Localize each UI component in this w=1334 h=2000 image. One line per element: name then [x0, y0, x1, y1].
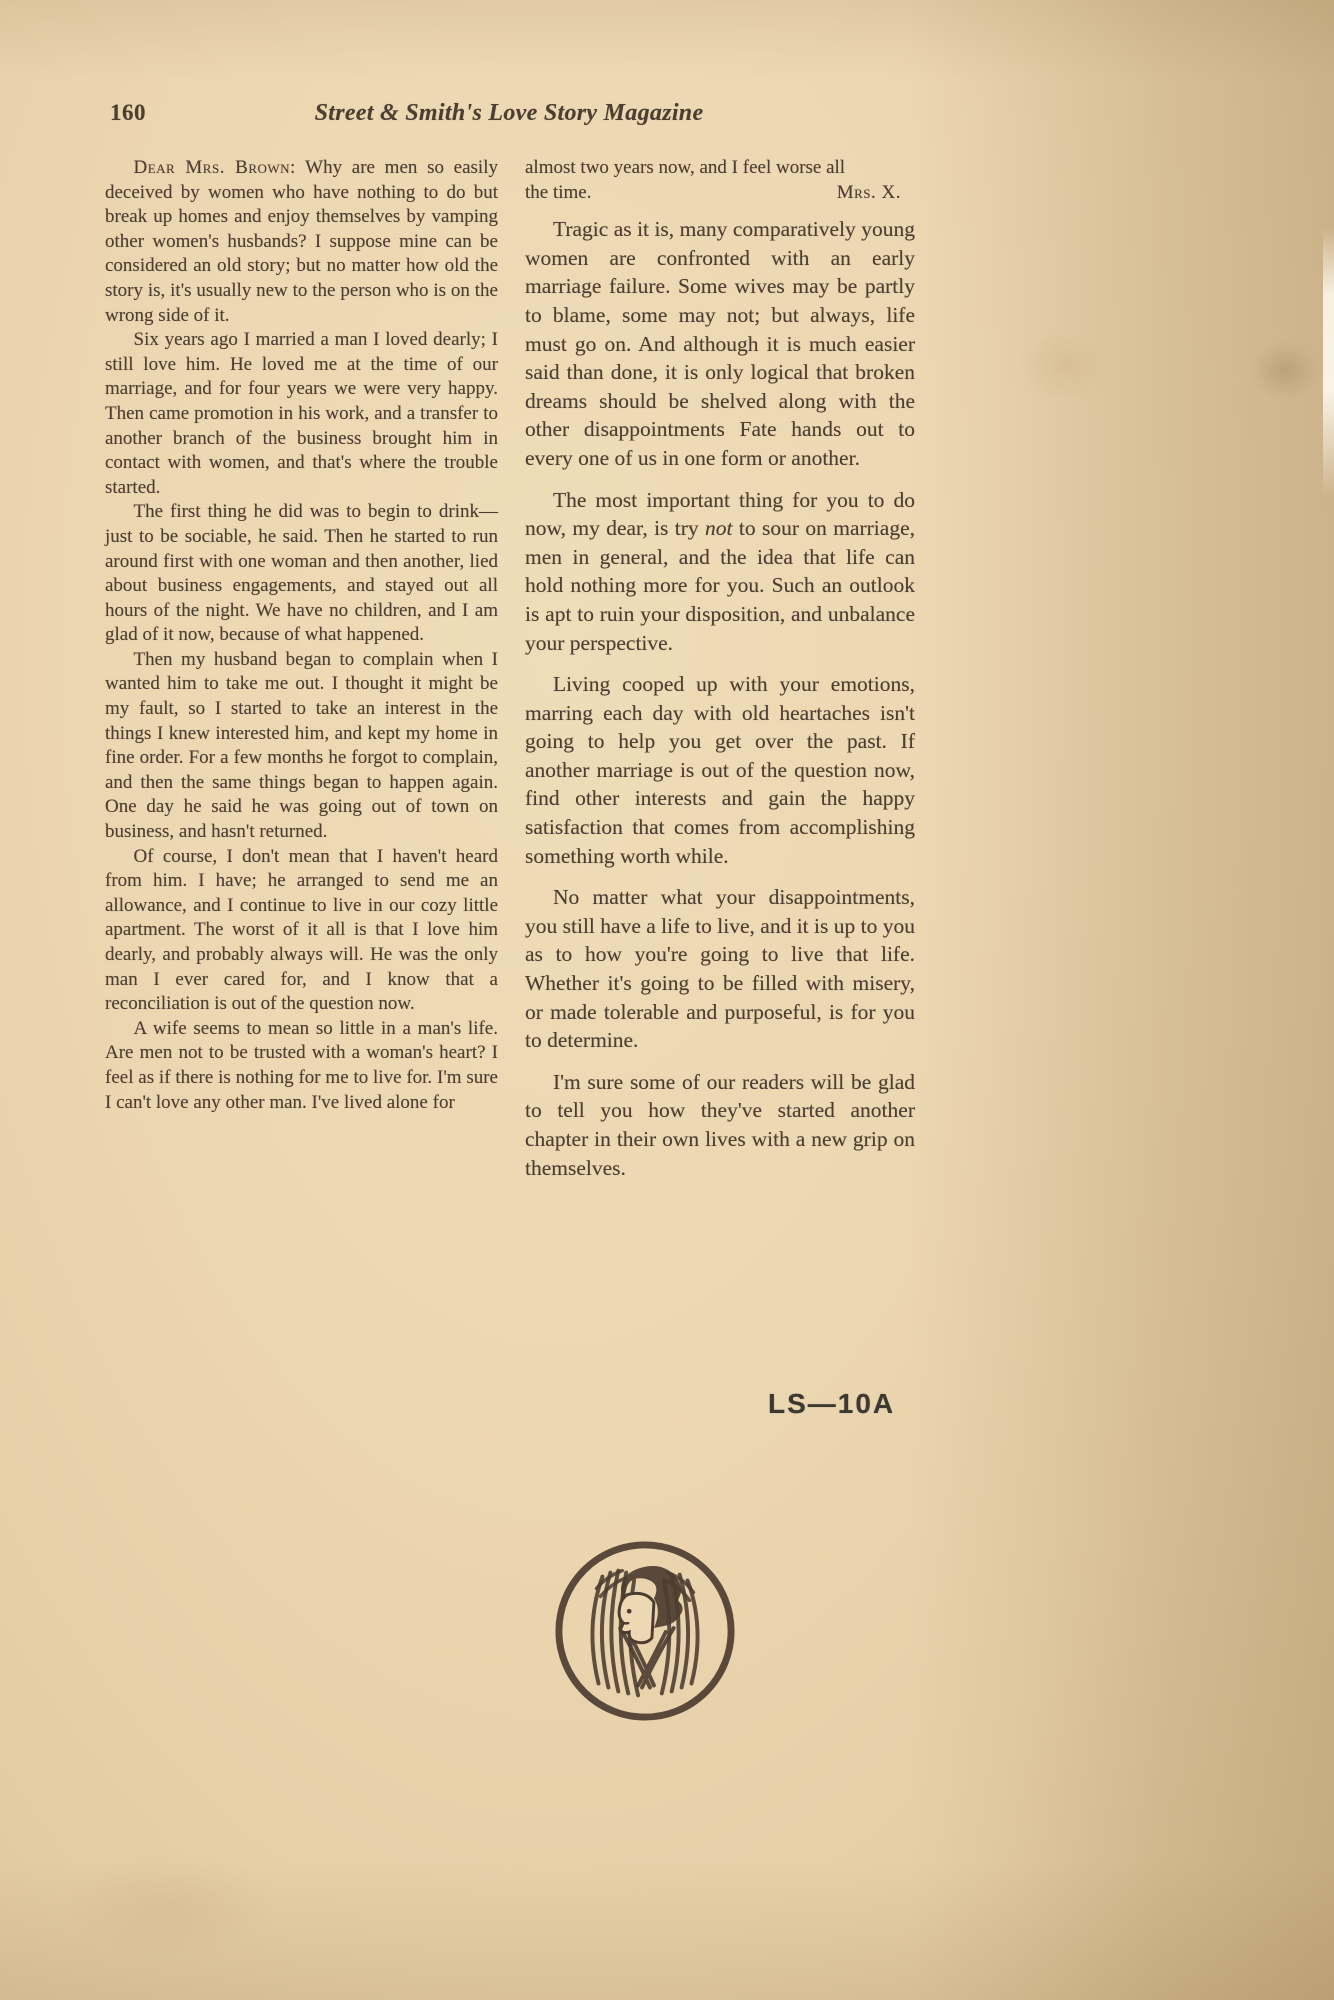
- printer-emblem: [551, 1537, 739, 1725]
- page-edge-highlight: [1323, 228, 1334, 498]
- letter-column: [105, 156, 498, 1115]
- reply-paragraph: Living cooped up with your emotions, marring each day with old heartaches isn't going to help you get over the past. If another marriage is out of the question now, find other interests and gain the happy satisfaction that comes from accomplishing something worth while.: [525, 672, 915, 868]
- letter-opening-paragraph: [105, 156, 498, 328]
- paper-stain: [1020, 330, 1110, 400]
- printers-signature-code: LS—10A: [768, 1388, 896, 1419]
- paper-stain: [1250, 340, 1320, 400]
- reply-paragraph: No matter what your disappointments, you still have a life to live, and it is up to you as to how you're going to live that life. Whether it's going to be filled with misery, or made tolerable and purposeful, is for you to determine.: [525, 885, 915, 1053]
- letter-paragraph: The first thing he did was to begin to drink—just to be sociable, he said. Then he started to run around first with one woman and then another, lied about business engagements, and stayed out all hours of the night. We have no children, and I am glad of it now, because of what happened.: [105, 501, 498, 646]
- reply-p2-end: to sour on marriage, men in general, and the idea that life can hold nothing more for you. Such an outlook is apt to ruin your disposition, and unbalance your perspective.: [525, 516, 915, 655]
- editor-reply: [525, 215, 915, 1182]
- reply-p2-start: The most important thing for you to do now, my dear, is try: [525, 487, 915, 541]
- letter-paragraph: Then my husband began to complain when I wanted him to take me out. I thought it might be my fault, so I started to take an interest in the things I knew interested him, and kept my home in fine order. For a few months he forgot to complain, and then the same things began to happen again. One day he said he was going out of town on business, and hasn't returned.: [105, 648, 498, 843]
- letter-paragraph: Six years ago I married a man I loved dearly; I still love him. He loved me at the time of our marriage, and for four years we were very happy. Then came promotion in his work, and a transfer to another branch of the business brought him in contact with women, and that's where the trouble started.: [105, 329, 498, 498]
- letter-runover: [525, 156, 915, 205]
- reply-p2-emphasis: not: [705, 516, 733, 541]
- letter-runover-line: almost two years now, and I feel worse all: [525, 157, 846, 178]
- letter-salutation: Dear Mrs. Brown:: [133, 157, 296, 178]
- letter-signature-line: [525, 181, 915, 206]
- magazine-title: Street & Smith's Love Story Magazine: [314, 100, 704, 126]
- letter-signature: Mrs. X.: [836, 181, 901, 203]
- woman-profile-medallion-icon: [551, 1537, 739, 1725]
- page-header: [105, 100, 913, 134]
- page-number: 160: [110, 100, 146, 125]
- paper-stain: [60, 1850, 280, 1960]
- letter-runover-end: the time.: [525, 181, 592, 203]
- reply-column: [525, 156, 915, 1182]
- reply-paragraph: Tragic as it is, many comparatively young women are confronted with an early marriage failure. Some wives may be partly to blame, some may not; but always, life must go on. And although it is much easier said than done, it is only logical that broken dreams should be shelved along with the other disappointments Fate hands out to every one of us in one form or another.: [525, 217, 915, 470]
- letter-paragraph: A wife seems to mean so little in a man's life. Are men not to be trusted with a woman's heart? I feel as if there is nothing for me to live for. I'm sure I can't love any other man. I've lived alone for: [105, 1017, 498, 1113]
- reply-paragraph: I'm sure some of our readers will be glad to tell you how they've started another chapter in their own lives with a new grip on themselves.: [525, 1069, 915, 1180]
- letter-paragraph: Of course, I don't mean that I haven't heard from him. I have; he arranged to send me an allowance, and I continue to live in our cozy little apartment. The worst of it all is that I love him dearly, and probably always will. He was the only man I ever cared for, and I know that a reconciliation is out of the question now.: [105, 845, 498, 1015]
- letter-opening-text: Why are men so easily deceived by women who have nothing to do but break up homes and enjoy themselves by vamping other women's husbands? I suppose mine can be considered an old story; but no matter how old the story is, it's usually new to the person who is on the wrong side of it.: [105, 157, 498, 326]
- reply-paragraph: [525, 486, 915, 658]
